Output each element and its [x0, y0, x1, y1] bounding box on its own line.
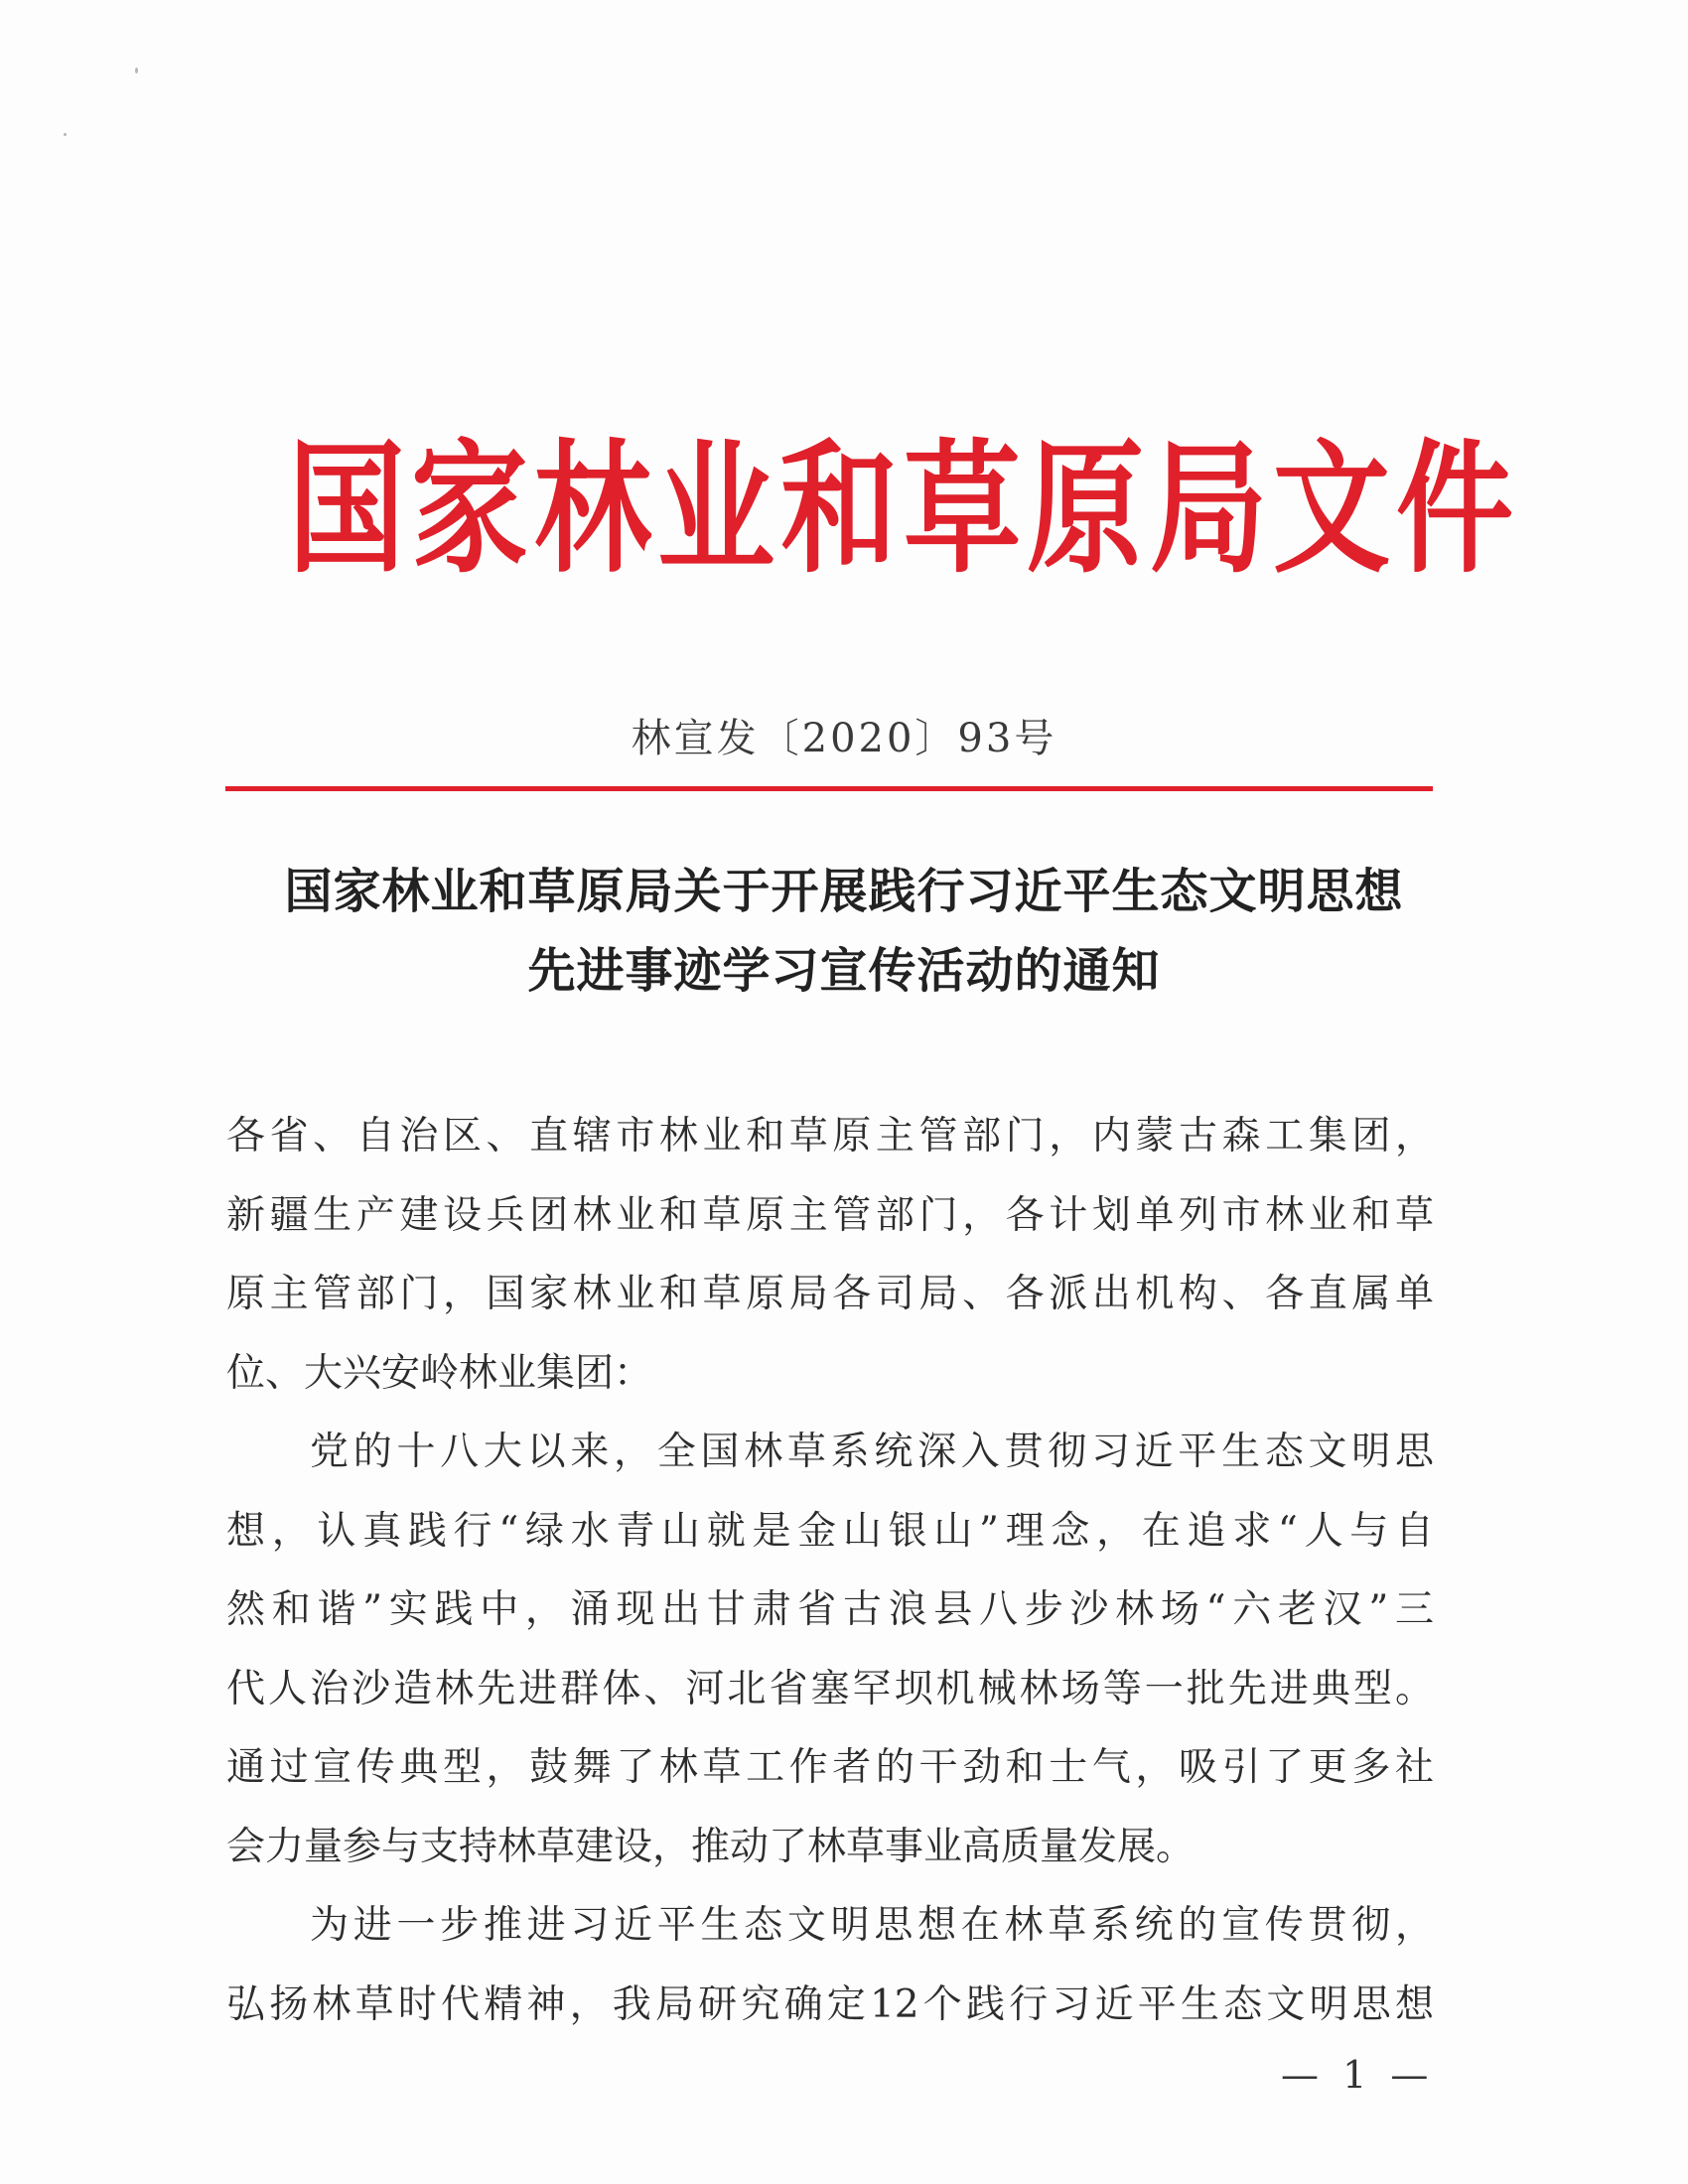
body-line: 代人治沙造林先进群体、河北省塞罕坝机械林场等一批先进典型。	[226, 1666, 1434, 1711]
body-line: 各省、自治区、直辖市林业和草原主管部门，内蒙古森工集团，	[226, 1114, 1434, 1159]
scan-speck	[135, 68, 138, 73]
red-divider-line	[225, 786, 1433, 791]
notice-title-line-2: 先进事迹学习宣传活动的通知	[527, 943, 1161, 999]
notice-body	[226, 1097, 1434, 2044]
body-line: 弘扬林草时代精神，我局研究确定12个践行习近平生态文明思想	[226, 1981, 1434, 2027]
body-line: 为进一步推进习近平生态文明思想在林草系统的宣传贯彻，	[310, 1903, 1434, 1948]
body-line: 原主管部门，国家林业和草原局各司局、各派出机构、各直属单	[226, 1272, 1434, 1316]
document-number: 林宣发〔2020〕93号	[631, 716, 1057, 761]
body-line: 想，认真践行“绿水青山就是金山银山”理念，在追求“人与自	[226, 1508, 1434, 1554]
issuer-title: 国家林业和草原局文件	[288, 425, 1520, 593]
body-line: 然和谐”实践中，涌现出甘肃省古浪县八步沙林场“六老汉”三	[226, 1587, 1434, 1632]
body-line: 新疆生产建设兵团林业和草原主管部门，各计划单列市林业和草	[226, 1192, 1434, 1238]
body-line: 会力量参与支持林草建设，推动了林草事业高质量发展。	[226, 1824, 1196, 1869]
scan-speck	[64, 133, 67, 136]
body-line: 通过宣传典型，鼓舞了林草工作者的干劲和士气，吸引了更多社	[226, 1745, 1434, 1790]
notice-title-line-1: 国家林业和草原局关于开展践行习近平生态文明思想	[284, 864, 1404, 919]
page-number: — 1 —	[1281, 2053, 1435, 2097]
body-line: 党的十八大以来，全国林草系统深入贯彻习近平生态文明思	[310, 1430, 1434, 1474]
body-line: 位、大兴安岭林业集团：	[226, 1350, 653, 1396]
